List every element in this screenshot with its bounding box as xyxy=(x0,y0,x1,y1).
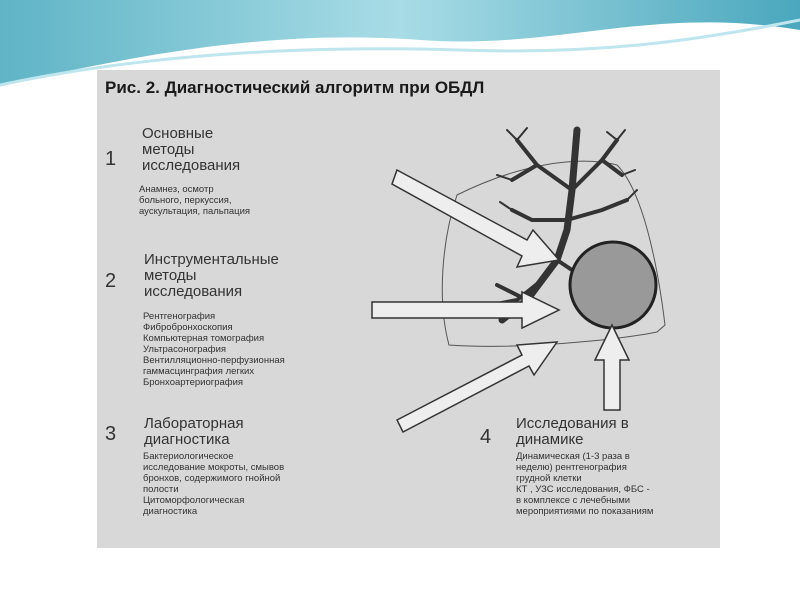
heading-line: динамике xyxy=(516,431,584,448)
heading-line: Исследования в xyxy=(516,415,629,432)
heading-line: Лабораторная xyxy=(144,415,244,432)
section-4-heading xyxy=(516,416,629,448)
detail-line: Анамнез, осмотр xyxy=(139,184,214,195)
detail-line: Ультрасонография xyxy=(143,344,227,355)
section-2-heading xyxy=(144,252,279,300)
diagram-panel xyxy=(97,70,720,548)
detail-line: Бактериологическое xyxy=(143,451,234,462)
detail-line: в комплексе с лечебными xyxy=(516,495,631,506)
heading-line: диагностика xyxy=(144,431,230,448)
detail-line: Динамическая (1-3 раза в xyxy=(516,451,630,462)
section-1-heading xyxy=(142,126,240,174)
detail-line: больного, перкуссия, xyxy=(139,195,232,206)
heading-line: Инструментальные xyxy=(144,251,279,268)
detail-line: мероприятиями по показаниям xyxy=(516,506,654,517)
section-4-number: 4 xyxy=(480,426,492,448)
detail-line: Рентгенография xyxy=(143,311,216,322)
section-4-details xyxy=(516,451,653,517)
detail-line: Бронхоартериография xyxy=(143,377,244,388)
section-2-number: 2 xyxy=(105,270,117,292)
detail-line: КТ , УЗС исследования, ФБС - xyxy=(516,484,650,495)
heading-line: Основные xyxy=(142,125,214,142)
detail-line: Компьютерная томография xyxy=(143,333,265,344)
detail-line: грудной клетки xyxy=(516,473,582,484)
detail-line: гаммасцинграфия легких xyxy=(143,366,255,377)
detail-line: Вентилляционно-перфузионная xyxy=(143,355,285,366)
heading-line: исследования xyxy=(142,157,241,174)
detail-line: полости xyxy=(143,484,179,495)
detail-line: Фибробронхоскопия xyxy=(143,322,233,333)
section-3-heading xyxy=(144,416,244,448)
section-3-details xyxy=(143,451,284,517)
section-3-number: 3 xyxy=(105,423,117,445)
detail-line: бронхов, содержимого гнойной xyxy=(143,473,281,484)
detail-line: диагностика xyxy=(143,506,198,517)
detail-line: неделю) рентгенография xyxy=(516,462,627,473)
figure-title: Рис. 2. Диагностический алгоритм при ОБДЛ xyxy=(105,78,485,97)
section-1-details xyxy=(139,184,250,217)
lung-lesion xyxy=(570,242,656,328)
arrow-2 xyxy=(372,292,559,328)
heading-line: исследования xyxy=(144,283,243,300)
heading-line: методы xyxy=(144,267,197,284)
section-1-number: 1 xyxy=(105,148,117,170)
heading-line: методы xyxy=(142,141,195,158)
detail-line: аускультация, пальпация xyxy=(139,206,251,217)
detail-line: Цитоморфологическая xyxy=(143,495,245,506)
detail-line: исследование мокроты, смывов xyxy=(143,462,285,473)
section-2-details xyxy=(143,311,285,388)
